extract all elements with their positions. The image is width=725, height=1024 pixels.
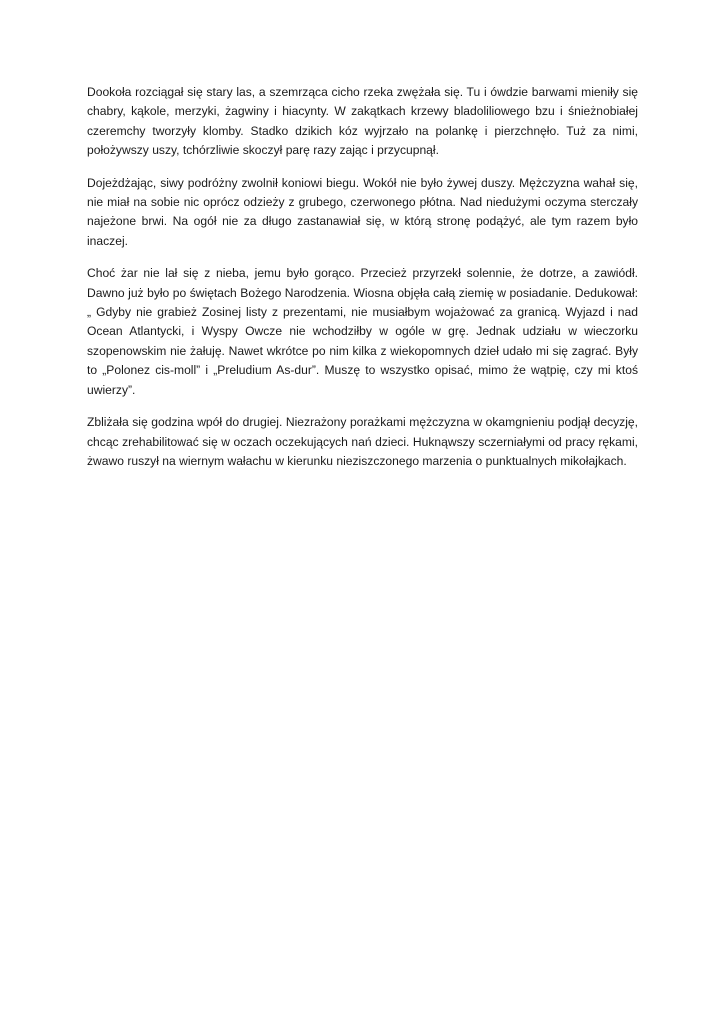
document-body <box>87 83 638 484</box>
paragraph-1: Dookoła rozciągał się stary las, a szemrząca cicho rzeka zwężała się. Tu i ówdzie barwami mieniły się chabry, kąkole, merzyki, żagwiny i hiacynty. W zakątkach krzewy bladoliliowego bzu i śnieżnobiałej czeremchy tworzyły klomby. Stadko dzikich kóz wyjrzało na polankę i pierzchnęło. Tuż za nimi, położywszy uszy, tchórzliwie skoczył parę razy zając i przycupnął. <box>87 85 638 158</box>
paragraph-3: Choć żar nie lał się z nieba, jemu było gorąco. Przecież przyrzekł solennie, że dotrze, a zawiódł. Dawno już było po świętach Bożego Narodzenia. Wiosna objęła całą ziemię w posiadanie. Dedukował: „ Gdyby nie grabież Zosinej listy z prezentami, nie musiałbym wojażować za granicą. Wyjazd i nad Ocean Atlantycki, i Wyspy Owcze nie wchodziłby w ogóle w grę. Jednak udziału w wieczorku szopenowskim nie żałuję. Nawet wkrótce po nim kilka z wiekopomnych dzieł udało mi się zagrać. Były to „Polonez cis-moll” i „Preludium As-dur”. Muszę to wszystko opisać, mimo że wątpię, czy mi ktoś uwierzy”. <box>87 266 638 397</box>
paragraph-4: Zbliżała się godzina wpół do drugiej. Niezrażony porażkami mężczyzna w okamgnieniu podjął decyzję, chcąc zrehabilitować się w oczach oczekujących nań dzieci. Huknąwszy sczerniałymi od pracy rękami, żwawo ruszył na wiernym wałachu w kierunku nieziszczonego marzenia o punktualnych mikołajkach. <box>87 415 638 468</box>
paragraph-2: Dojeżdżając, siwy podróżny zwolnił koniowi biegu. Wokół nie było żywej duszy. Mężczyzna wahał się, nie miał na sobie nic oprócz odzieży z grubego, czerwonego płótna. Nad niedużymi oczyma sterczały najeżone brwi. Na ogół nie za długo zastanawiał się, w którą stronę podążyć, ale tym razem było inaczej. <box>87 175 638 248</box>
